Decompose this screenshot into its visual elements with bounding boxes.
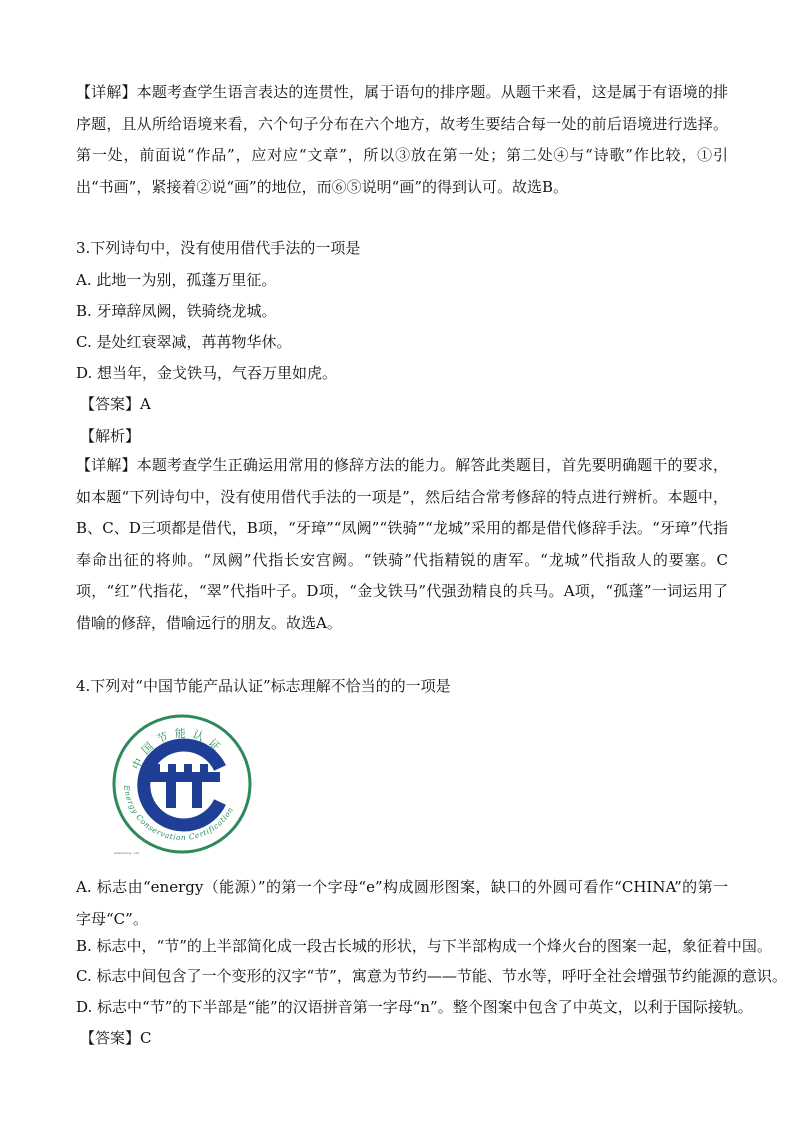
- q3-answer: 【答案】A: [80, 395, 151, 413]
- logo-n-right-leg: [192, 782, 202, 808]
- q3-option-b: B. 牙璋辞凤阙，铁骑绕龙城。: [76, 302, 277, 320]
- q2-detail-paragraph: 【详解】本题考查学生语言表达的连贯性，属于语句的排序题。从题干来看，这是属于有语境的排序题，且从所给语境来看，六个句子分布在六个地方，故考生要结合每一处的前后语境进行选择。第一处，前面说“作品”，应对应“文章”，所以③放在第一处；第二处④与“诗歌”作比较，①引出“书画”，紧接着②说“画”的地位，而⑥⑤说明“画”的得到认可。故选B。: [76, 83, 728, 196]
- q3-option-d: D. 想当年，金戈铁马，气吞万里如虎。: [76, 364, 338, 382]
- q4-option-a: A. 标志由“energy（能源）”的第一个字母“e”构成圆形图案，缺口的外圆可看作“CHINA”的第一字母“C”。: [76, 878, 728, 928]
- q4-option-c: C. 标志中间包含了一个变形的汉字“节”，寓意为节约——节能、节水等，呼吁全社会增强节约能源的意识。: [76, 967, 787, 985]
- q4-stem: 4.下列对“中国节能产品认证”标志理解不恰当的的一项是: [76, 677, 451, 695]
- q3-analysis-label: 【解析】: [80, 427, 141, 445]
- logo-great-wall-bar: [148, 772, 220, 782]
- logo-chinese-text: 中国节能认证: [129, 726, 228, 772]
- q3-option-a: A. 此地一为别，孤蓬万里征。: [76, 271, 277, 289]
- logo-n-left-leg: [166, 782, 176, 808]
- q3-option-c: C. 是处红衰翠减，苒苒物华休。: [76, 333, 292, 351]
- q4-option-d: D. 标志中“节”的下半部是“能”的汉语拼音第一字母“n”。整个图案中包含了中英文，以利于国际接轨。: [76, 998, 753, 1016]
- logo-english-text: Energy Conservation Certification: [122, 784, 236, 843]
- q3-detail-paragraph: 【详解】本题考查学生正确运用常用的修辞方法的能力。解答此类题目，首先要明确题干的要求，如本题“下列诗句中，没有使用借代手法的一项是”，然后结合常考修辞的特点进行辨析。本题中，B、C、D三项都是借代，B项，“牙璋”“凤阙”“铁骑”“龙城”采用的都是借代修辞手法。“牙璋”代指奉命出征的将帅。“凤阙”代指长安宫阙。“铁骑”代指精锐的唐军。“龙城”代指敌人的要塞。C项，“红”代指花，“翠”代指叶子。D项，“金戈铁马”代强劲精良的兵马。A项，“孤蓬”一词运用了借喻的修辞，借喻远行的朋友。故选A。: [76, 456, 728, 632]
- logo-credit: www.zhong...net: [114, 851, 139, 855]
- q4-answer: 【答案】C: [80, 1029, 152, 1047]
- logo-e-ring: [144, 745, 220, 825]
- energy-conservation-logo: [108, 710, 254, 858]
- q4-option-b: B. 标志中，“节”的上半部简化成一段古长城的形状，与下半部构成一个烽火台的图案一起，象征着中国。: [76, 937, 772, 955]
- q3-stem: 3.下列诗句中，没有使用借代手法的一项是: [76, 239, 361, 257]
